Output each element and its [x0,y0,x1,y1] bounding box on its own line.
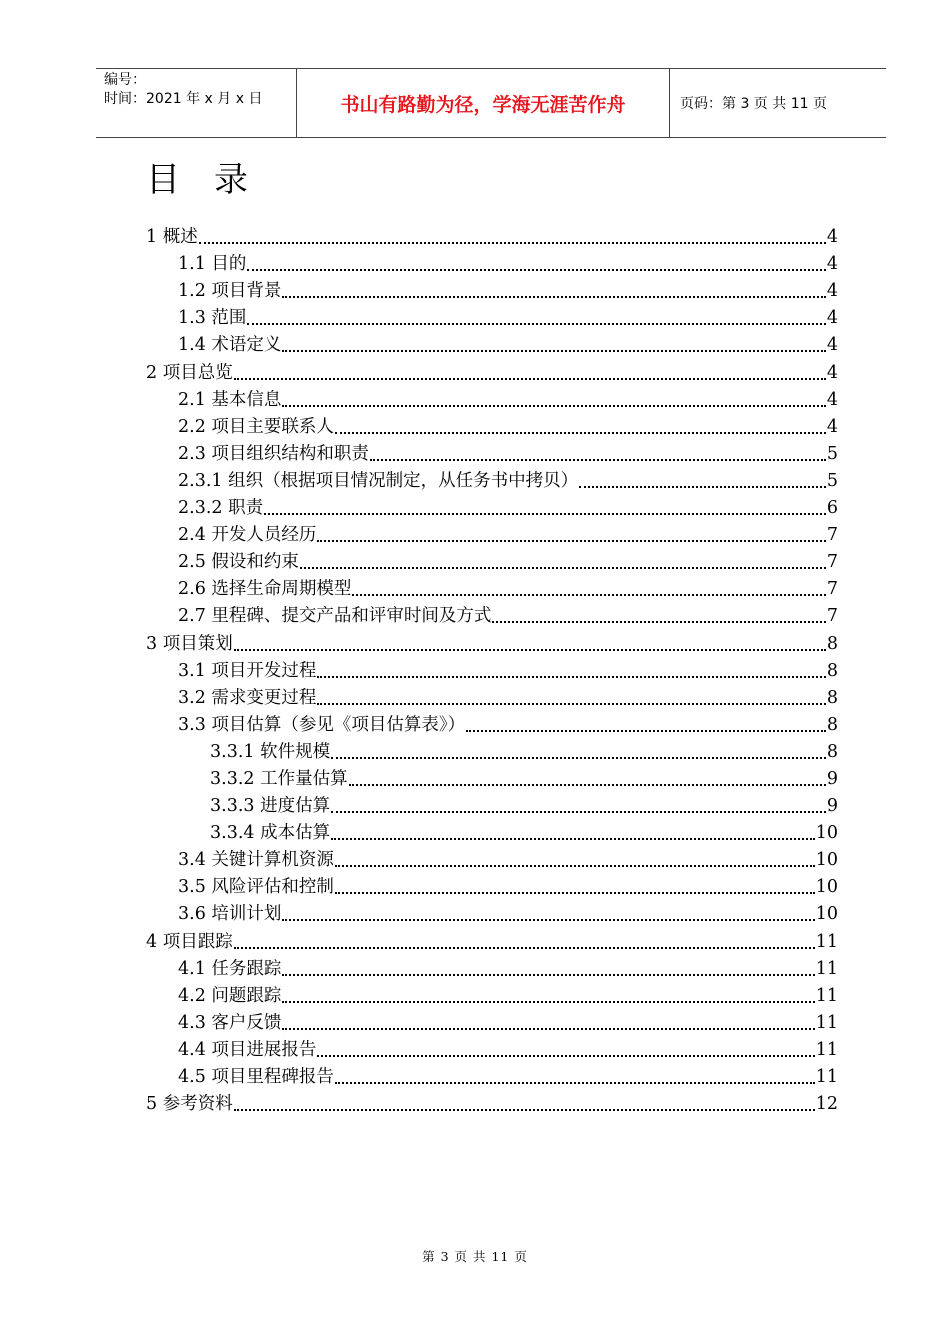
toc-entry[interactable] [146,820,838,847]
toc-entry-page: 4 [826,389,838,410]
toc-entry-text: 1.4 术语定义 [178,335,282,356]
toc-entry-text: 5 参考资料 [146,1094,233,1115]
toc-entry[interactable] [146,1010,838,1037]
toc-entry[interactable] [146,766,838,793]
toc-entry-text: 3.3.4 成本估算 [210,823,331,844]
toc-entry-page: 8 [826,741,838,762]
toc-entry-page: 10 [815,877,838,898]
toc-dot-leader [579,486,826,488]
toc-dot-leader [247,323,825,325]
toc-entry-text: 4.2 问题跟踪 [178,985,282,1006]
toc-entry[interactable] [146,576,838,603]
toc-dot-leader [282,1028,814,1030]
header-meta-cell [96,69,297,137]
toc-entry[interactable] [146,359,838,386]
toc-entry-page: 11 [815,958,838,979]
toc-dot-leader [317,1055,814,1057]
toc-entry-text: 3 项目策划 [146,633,233,654]
toc-dot-leader [335,892,815,894]
page-footer: 第 3 页 共 11 页 [422,1249,528,1264]
toc-entry-page: 4 [826,254,838,275]
toc-entry-page: 4 [826,281,838,302]
toc-entry-text: 1.1 目的 [178,254,247,275]
toc-entry-text: 2.5 假设和约束 [178,552,299,573]
toc-entry[interactable] [146,387,838,414]
page-info: 页码：第 3 页 共 11 页 [680,96,827,112]
toc-entry[interactable] [146,441,838,468]
toc-entry-text: 2 项目总览 [146,362,233,383]
toc-entry-page: 8 [826,687,838,708]
toc-entry[interactable] [146,251,838,278]
toc-entry-page: 4 [826,308,838,329]
toc-entry[interactable] [146,1037,838,1064]
toc-entry-page: 4 [826,227,838,248]
toc-entry[interactable] [146,549,838,576]
toc-entry-page: 10 [815,904,838,925]
toc-entry-page: 11 [815,1067,838,1087]
toc-entry[interactable] [146,495,838,522]
toc-entry[interactable] [146,874,838,901]
toc-dot-leader [282,974,814,976]
toc-entry-text: 3.3.3 进度估算 [210,796,331,817]
toc-dot-leader [282,1001,814,1003]
toc-dot-leader [282,919,814,921]
toc-entry-page: 10 [815,823,838,844]
toc-entry-page: 12 [815,1094,838,1115]
toc-entry-page: 5 [826,443,838,464]
toc-entry-text: 3.5 风险评估和控制 [178,877,334,898]
toc-entry-text: 2.3.1 组织（根据项目情况制定，从任务书中拷贝） [178,470,579,491]
toc-entry-text: 4.1 任务跟踪 [178,958,282,979]
toc-entry-text: 2.6 选择生命周期模型 [178,579,352,600]
toc-entry[interactable] [146,603,838,630]
toc-entry[interactable] [146,332,838,359]
toc-entry-page: 5 [826,470,838,491]
toc-entry-page: 9 [826,768,838,789]
toc-entry[interactable] [146,630,838,657]
toc-entry[interactable] [146,901,838,928]
toc-entry-page: 8 [826,714,838,735]
toc-dot-leader [234,1109,815,1111]
toc-entry-page: 7 [826,525,838,546]
toc-title: 目录 [146,160,282,200]
toc-entry-text: 3.4 关键计算机资源 [178,850,334,871]
toc-dot-leader [282,296,825,298]
toc-dot-leader [335,865,815,867]
toc-entry-text: 4.3 客户反馈 [178,1012,282,1033]
toc-dot-leader [492,621,825,623]
toc-entry[interactable] [146,983,838,1010]
toc-entry-page: 7 [826,552,838,573]
toc-entry-text: 3.3.2 工作量估算 [210,768,348,789]
toc-dot-leader [349,784,826,786]
toc-entry-text: 2.3.2 职责 [178,498,264,519]
toc-dot-leader [335,1082,815,1084]
toc-entry-page: 6 [826,498,838,519]
toc-entry-text: 4 项目跟踪 [146,931,233,952]
toc-entry-text: 1 概述 [146,227,198,248]
toc-dot-leader [331,811,826,813]
toc-entry-page: 7 [826,579,838,600]
toc-entry-page: 10 [815,850,838,871]
toc-dot-leader [247,269,825,271]
page-header [96,68,886,138]
toc-entry-page: 9 [826,796,838,817]
toc-entry[interactable] [146,414,838,441]
toc-dot-leader [335,432,826,434]
toc-entry-text: 2.4 开发人员经历 [178,525,317,546]
toc-dot-leader [199,242,826,244]
toc-dot-leader [370,459,826,461]
toc-entry-page: 11 [815,1012,838,1033]
toc-entry[interactable] [146,712,838,739]
toc-entry-page: 11 [815,931,838,952]
toc-entry-text: 2.3 项目组织结构和职责 [178,443,369,464]
toc-entry-text: 3.3.1 软件规模 [210,741,331,762]
toc-entry[interactable] [146,522,838,549]
toc-dot-leader [234,947,815,949]
toc-entry[interactable] [146,1064,838,1091]
toc-dot-leader [282,350,825,352]
toc-entry-page: 4 [826,335,838,356]
toc-entry-page: 8 [826,633,838,654]
toc-entry[interactable] [146,224,838,251]
toc-entry-text: 3.6 培训计划 [178,904,282,925]
motto-text: 书山有路勤为径，学海无涯苦作舟 [340,93,626,116]
toc-entry[interactable] [146,658,838,685]
time-label: 时间：2021 年 x 月 x 日 [104,91,263,107]
toc-dot-leader [466,730,826,732]
toc-dot-leader [234,378,826,380]
toc-entry-text: 2.7 里程碑、提交产品和评审时间及方式 [178,606,492,627]
toc-entry-page: 4 [826,362,838,383]
toc-dot-leader [317,676,825,678]
toc-entry[interactable] [146,956,838,983]
toc-dot-leader [317,540,825,542]
toc-dot-leader [264,513,826,515]
toc-entry[interactable] [146,468,838,495]
toc-dot-leader [331,757,826,759]
toc-entry[interactable] [146,278,838,305]
toc-entry-text: 2.2 项目主要联系人 [178,416,334,437]
toc-entry-text: 4.5 项目里程碑报告 [178,1067,334,1087]
toc-dot-leader [352,594,825,596]
toc-entry-text: 4.4 项目进展报告 [178,1039,317,1060]
toc-dot-leader [317,703,825,705]
toc-entry[interactable] [146,928,838,955]
toc-entry[interactable] [146,1091,838,1118]
toc-entry-text: 3.1 项目开发过程 [178,660,317,681]
toc-entry[interactable] [146,685,838,712]
toc-entry[interactable] [146,793,838,820]
toc-entry-page: 11 [815,1039,838,1060]
toc-dot-leader [331,838,815,840]
toc-entry-text: 1.3 范围 [178,308,247,329]
toc-dot-leader [282,405,825,407]
toc-entry-text: 2.1 基本信息 [178,389,282,410]
header-page-cell [670,69,886,137]
toc-dot-leader [234,649,826,651]
header-motto-cell [297,69,670,137]
table-of-contents [146,224,838,1118]
toc-entry[interactable] [146,305,838,332]
toc-entry-text: 1.2 项目背景 [178,281,282,302]
toc-entry-page: 7 [826,606,838,627]
toc-entry-text: 3.2 需求变更过程 [178,687,317,708]
toc-entry[interactable] [146,739,838,766]
toc-entry-page: 8 [826,660,838,681]
toc-dot-leader [300,567,826,569]
toc-entry-page: 4 [826,416,838,437]
toc-entry[interactable] [146,847,838,874]
toc-entry-text: 3.3 项目估算（参见《项目估算表》） [178,714,466,735]
toc-entry-page: 11 [815,985,838,1006]
serial-label: 编号： [104,72,146,88]
